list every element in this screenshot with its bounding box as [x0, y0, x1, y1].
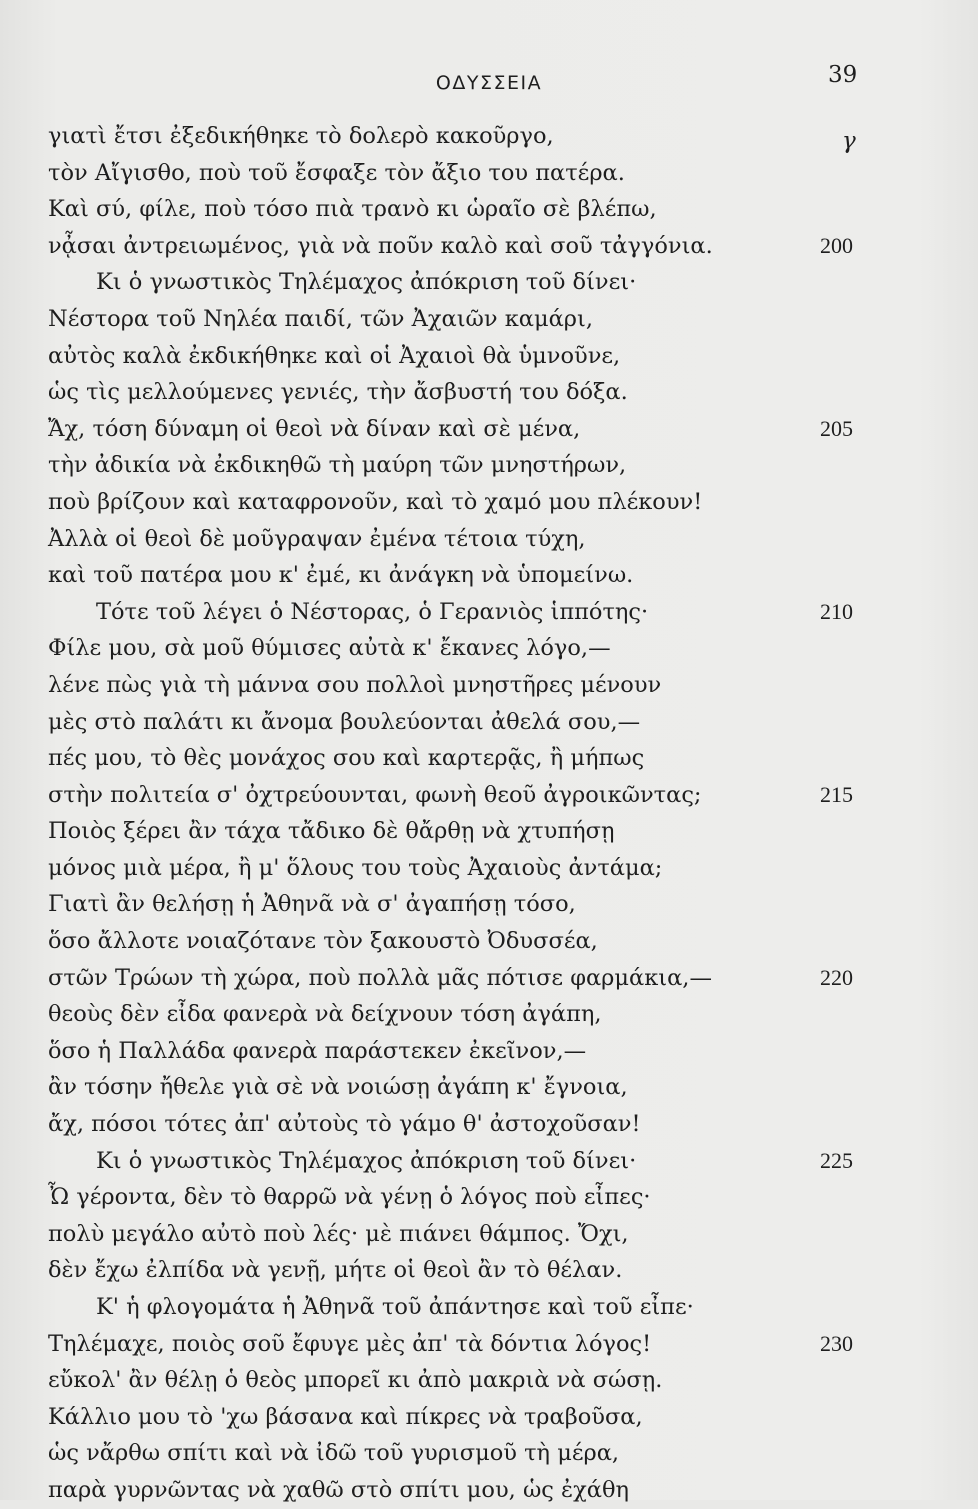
verse-text: Φίλε μου, σὰ μοῦ θύμισες αὐτὰ κ' ἔκανες λόγο,—	[48, 635, 611, 662]
verse-text: Γιατὶ ἂν θελήσῃ ἡ Ἀθηνᾶ νὰ σ' ἀγαπήσῃ τόσο,	[48, 891, 576, 918]
verse-text: μὲς στὸ παλάτι κι ἄνομα βουλεύονται ἀθελά σου,—	[48, 708, 641, 735]
verse-text: Ὦ γέροντα, δὲν τὸ θαρρῶ νὰ γένῃ ὁ λόγος ποὺ εἶπες·	[48, 1184, 651, 1211]
verse-line	[0, 447, 978, 484]
book-letter-marker: γ	[842, 128, 856, 154]
verse-line	[0, 557, 978, 594]
verse-line	[0, 1399, 978, 1436]
verse-text: ὅσο ἡ Παλλάδα φανερὰ παράστεκεν ἐκεῖνον,—	[48, 1037, 587, 1064]
verse-line	[0, 777, 978, 814]
verse-line	[0, 1069, 978, 1106]
verse-line	[0, 1143, 978, 1180]
verse-text: τὸν Αἴγισθο, ποὺ τοῦ ἔσφαξε τὸν ἄξιο του πατέρα.	[48, 159, 625, 186]
verse-text: Τότε τοῦ λέγει ὁ Νέστορας, ὁ Γερανιὸς ἱππότης·	[96, 598, 649, 625]
verse-text: ποὺ βρίζουν καὶ καταφρονοῦν, καὶ τὸ χαμό μου πλέκουν!	[48, 488, 703, 515]
line-number: 215	[820, 781, 853, 807]
verse-text: πολὺ μεγάλο αὐτὸ ποὺ λές· μὲ πιάνει θάμπος. Ὄχι,	[48, 1220, 629, 1247]
line-number: 210	[820, 598, 853, 624]
verse-line	[0, 1362, 978, 1399]
verse-text-block	[0, 118, 978, 1509]
line-number: 200	[820, 232, 853, 258]
verse-line	[0, 484, 978, 521]
verse-line	[0, 594, 978, 631]
verse-line	[0, 923, 978, 960]
verse-line	[0, 338, 978, 375]
verse-line	[0, 411, 978, 448]
verse-text: νᾆσαι ἀντρειωμένος, γιὰ νὰ ποῦν καλὸ καὶ σοῦ τἀγγόνια.	[48, 232, 713, 259]
verse-line	[0, 1106, 978, 1143]
verse-line	[0, 1252, 978, 1289]
verse-text: μόνος μιὰ μέρα, ἢ μ' ὅλους του τοὺς Ἀχαιοὺς ἀντάμα;	[48, 854, 663, 881]
verse-text: Κ' ἡ φλογομάτα ἡ Ἀθηνᾶ τοῦ ἀπάντησε καὶ τοῦ εἶπε·	[96, 1294, 694, 1320]
verse-text: Τηλέμαχε, ποιὸς σοῦ ἔφυγε μὲς ἀπ' τὰ δόντια λόγος!	[48, 1330, 652, 1357]
verse-text: Ἄχ, τόση δύναμη οἱ θεοὶ νὰ δίναν καὶ σὲ μένα,	[48, 415, 581, 442]
verse-text: καὶ τοῦ πατέρα μου κ' ἐμέ, κι ἀνάγκη νὰ ὑπομείνω.	[48, 562, 634, 589]
verse-line	[0, 228, 978, 265]
verse-text: θεοὺς δὲν εἶδα φανερὰ νὰ δείχνουν τόση ἀγάπη,	[48, 1001, 602, 1028]
verse-line	[0, 740, 978, 777]
verse-line	[0, 630, 978, 667]
verse-line	[0, 191, 978, 228]
verse-text: Καὶ σύ, φίλε, ποὺ τόσο πιὰ τρανὸ κι ὡραῖο σὲ βλέπω,	[48, 196, 657, 223]
verse-text: Κι ὁ γνωστικὸς Τηλέμαχος ἀπόκριση τοῦ δίνει·	[96, 269, 637, 296]
verse-text: Νέστορα τοῦ Νηλέα παιδί, τῶν Ἀχαιῶν καμάρι,	[48, 305, 593, 332]
verse-line	[0, 960, 978, 997]
verse-text: ὡς νἄρθω σπίτι καὶ νὰ ἰδῶ τοῦ γυρισμοῦ τὴ μέρα,	[48, 1440, 620, 1467]
verse-text: ἂν τόσην ἤθελε γιὰ σὲ νὰ νοιώσῃ ἀγάπη κ' ἔγνοια,	[48, 1074, 628, 1101]
verse-text: πές μου, τὸ θὲς μονάχος σου καὶ καρτερᾷς, ἢ μήπως	[48, 745, 645, 772]
line-number: 225	[820, 1147, 853, 1173]
verse-text: Κι ὁ γνωστικὸς Τηλέμαχος ἀπόκριση τοῦ δίνει·	[96, 1147, 637, 1174]
verse-line	[0, 1435, 978, 1472]
verse-text: παρὰ γυρνῶντας νὰ χαθῶ στὸ σπίτι μου, ὡς ἐχάθη	[48, 1476, 629, 1503]
verse-line	[0, 886, 978, 923]
verse-line	[0, 1289, 978, 1326]
verse-line	[0, 667, 978, 704]
verse-line	[0, 1216, 978, 1253]
line-number: 230	[820, 1330, 853, 1356]
verse-line	[0, 1472, 978, 1509]
verse-line	[0, 1033, 978, 1070]
verse-text: δὲν ἔχω ἐλπίδα νὰ γενῇ, μήτε οἱ θεοὶ ἂν τὸ θέλαν.	[48, 1257, 623, 1284]
verse-text: στὴν πολιτεία σ' ὀχτρεύουνται, φωνὴ θεοῦ ἀγροικῶντας;	[48, 781, 702, 808]
verse-text: ὅσο ἄλλοτε νοιαζότανε τὸν ξακουστὸ Ὀδυσσέα,	[48, 928, 598, 955]
verse-line	[0, 264, 978, 301]
verse-text: Ἀλλὰ οἱ θεοὶ δὲ μοῦγραψαν ἐμένα τέτοια τύχη,	[48, 525, 586, 552]
verse-line	[0, 850, 978, 887]
verse-line	[0, 155, 978, 192]
verse-line	[0, 996, 978, 1033]
verse-line	[0, 301, 978, 338]
verse-line	[0, 704, 978, 741]
verse-line	[0, 374, 978, 411]
verse-text: ἄχ, πόσοι τότες ἀπ' αὐτοὺς τὸ γάμο θ' ἀστοχοῦσαν!	[48, 1111, 641, 1138]
running-header-title: ΟΔΥΣΣΕΙΑ	[435, 72, 543, 94]
verse-text: εὔκολ' ἂν θέλῃ ὁ θεὸς μπορεῖ κι ἀπὸ μακριὰ νὰ σώσῃ.	[48, 1367, 663, 1394]
verse-text: Κάλλιο μου τὸ 'χω βάσανα καὶ πίκρες νὰ τραβοῦσα,	[48, 1403, 643, 1430]
verse-text: τὴν ἀδικία νὰ ἐκδικηθῶ τὴ μαύρη τῶν μνηστήρων,	[48, 452, 627, 479]
line-number: 205	[820, 415, 853, 441]
page-number: 39	[828, 62, 858, 88]
verse-text: Ποιὸς ξέρει ἂν τάχα τἄδικο δὲ θἄρθῃ νὰ χτυπήσῃ	[48, 818, 615, 845]
verse-line	[0, 118, 978, 155]
verse-text: στῶν Τρώων τὴ χώρα, ποὺ πολλὰ μᾶς πότισε φαρμάκια,—	[48, 964, 712, 991]
verse-line	[0, 813, 978, 850]
verse-line	[0, 521, 978, 558]
verse-line	[0, 1326, 978, 1363]
verse-text: ὡς τὶς μελλούμενες γενιές, τὴν ἄσβυστή του δόξα.	[48, 379, 628, 406]
verse-line	[0, 1179, 978, 1216]
verse-text: γιατὶ ἔτσι ἐξεδικήθηκε τὸ δολερὸ κακοῦργο,	[48, 123, 554, 149]
line-number: 220	[820, 964, 853, 990]
verse-text: λένε πὼς γιὰ τὴ μάννα σου πολλοὶ μνηστῆρες μένουν	[48, 671, 662, 698]
verse-text: αὐτὸς καλὰ ἐκδικήθηκε καὶ οἱ Ἀχαιοὶ θὰ ὑμνοῦνε,	[48, 342, 621, 369]
